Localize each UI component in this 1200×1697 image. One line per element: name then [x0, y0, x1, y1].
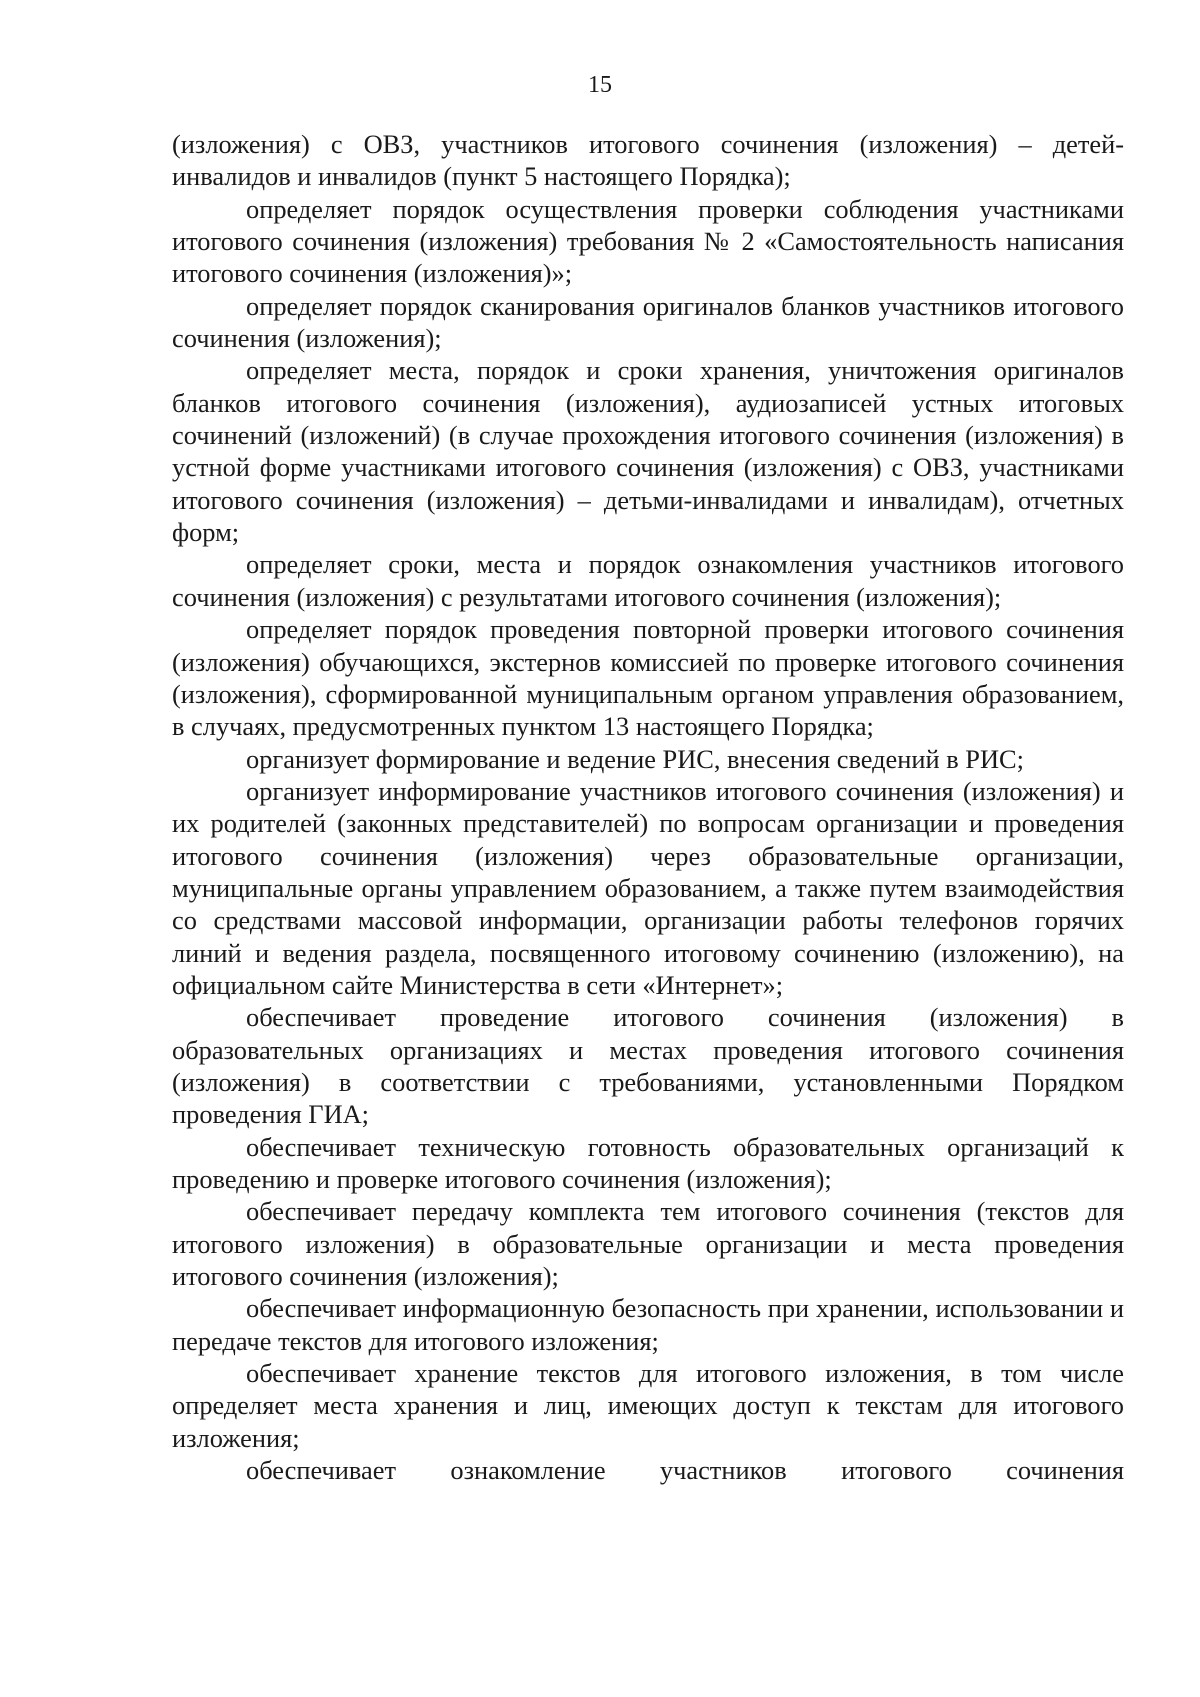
paragraph: определяет места, порядок и сроки хранения, уничтожения оригиналов бланков итогового сочинения (изложения), аудиозаписей устных итоговых сочинений (изложений) (в случае прохождения итогового сочинения (изложения) в устной форме участниками итогового сочинения (изложения) с ОВЗ, участниками итогового сочинения (изложения) – детьми-инвалидами и инвалидам), отчетных форм;: [172, 355, 1124, 548]
paragraph: определяет порядок сканирования оригиналов бланков участников итогового сочинения (изложения);: [172, 290, 1124, 354]
paragraph: обеспечивает проведение итогового сочинения (изложения) в образовательных организациях и местах проведения итогового сочинения (изложения) в соответствии с требованиями, установленными Порядком проведения ГИА;: [172, 1002, 1124, 1130]
paragraph: обеспечивает передачу комплекта тем итогового сочинения (текстов для итогового изложения) в образовательные организации и места проведения итогового сочинения (изложения);: [172, 1196, 1124, 1292]
paragraph: определяет порядок проведения повторной проверки итогового сочинения (изложения) обучающихся, экстернов комиссией по проверке итогового сочинения (изложения), сформированной муниципальным органом управления образованием, в случаях, предусмотренных пунктом 13 настоящего Порядка;: [172, 614, 1124, 742]
page-number: 15: [588, 72, 612, 98]
paragraph: обеспечивает техническую готовность образовательных организаций к проведению и проверке итогового сочинения (изложения);: [172, 1131, 1124, 1194]
paragraph: определяет сроки, места и порядок ознакомления участников итогового сочинения (изложения) с результатами итогового сочинения (изложения);: [172, 549, 1124, 612]
paragraph-continued: обеспечивает ознакомление участников итогового сочинения: [246, 1455, 1124, 1486]
paragraph: обеспечивает информационную безопасность при хранении, использовании и передаче текстов для итогового изложения;: [172, 1293, 1124, 1356]
paragraph: обеспечивает хранение текстов для итогового изложения, в том числе определяет места хранения и лиц, имеющих доступ к текстам для итогового изложения;: [172, 1358, 1124, 1453]
paragraph: определяет порядок осуществления проверки соблюдения участниками итогового сочинения (изложения) требования № 2 «Самостоятельность написания итогового сочинения (изложения)»;: [172, 193, 1124, 289]
paragraph-continuation: (изложения) с ОВЗ, участников итогового сочинения (изложения) – детей-инвалидов и инвалидов (пункт 5 настоящего Порядка);: [172, 129, 1124, 192]
paragraph: организует информирование участников итогового сочинения (изложения) и их родителей (законных представителей) по вопросам организации и проведения итогового сочинения (изложения) через образовательные организации, муниципальные органы управлением образованием, а также путем взаимодействия со средствами массовой информации, организации работы телефонов горячих линий и ведения раздела, посвященного итоговому сочинению (изложению), на официальном сайте Министерства в сети «Интернет»;: [172, 775, 1124, 1000]
document-body: [172, 128, 1124, 1486]
paragraph: организует формирование и ведение РИС, внесения сведений в РИС;: [246, 743, 1024, 774]
